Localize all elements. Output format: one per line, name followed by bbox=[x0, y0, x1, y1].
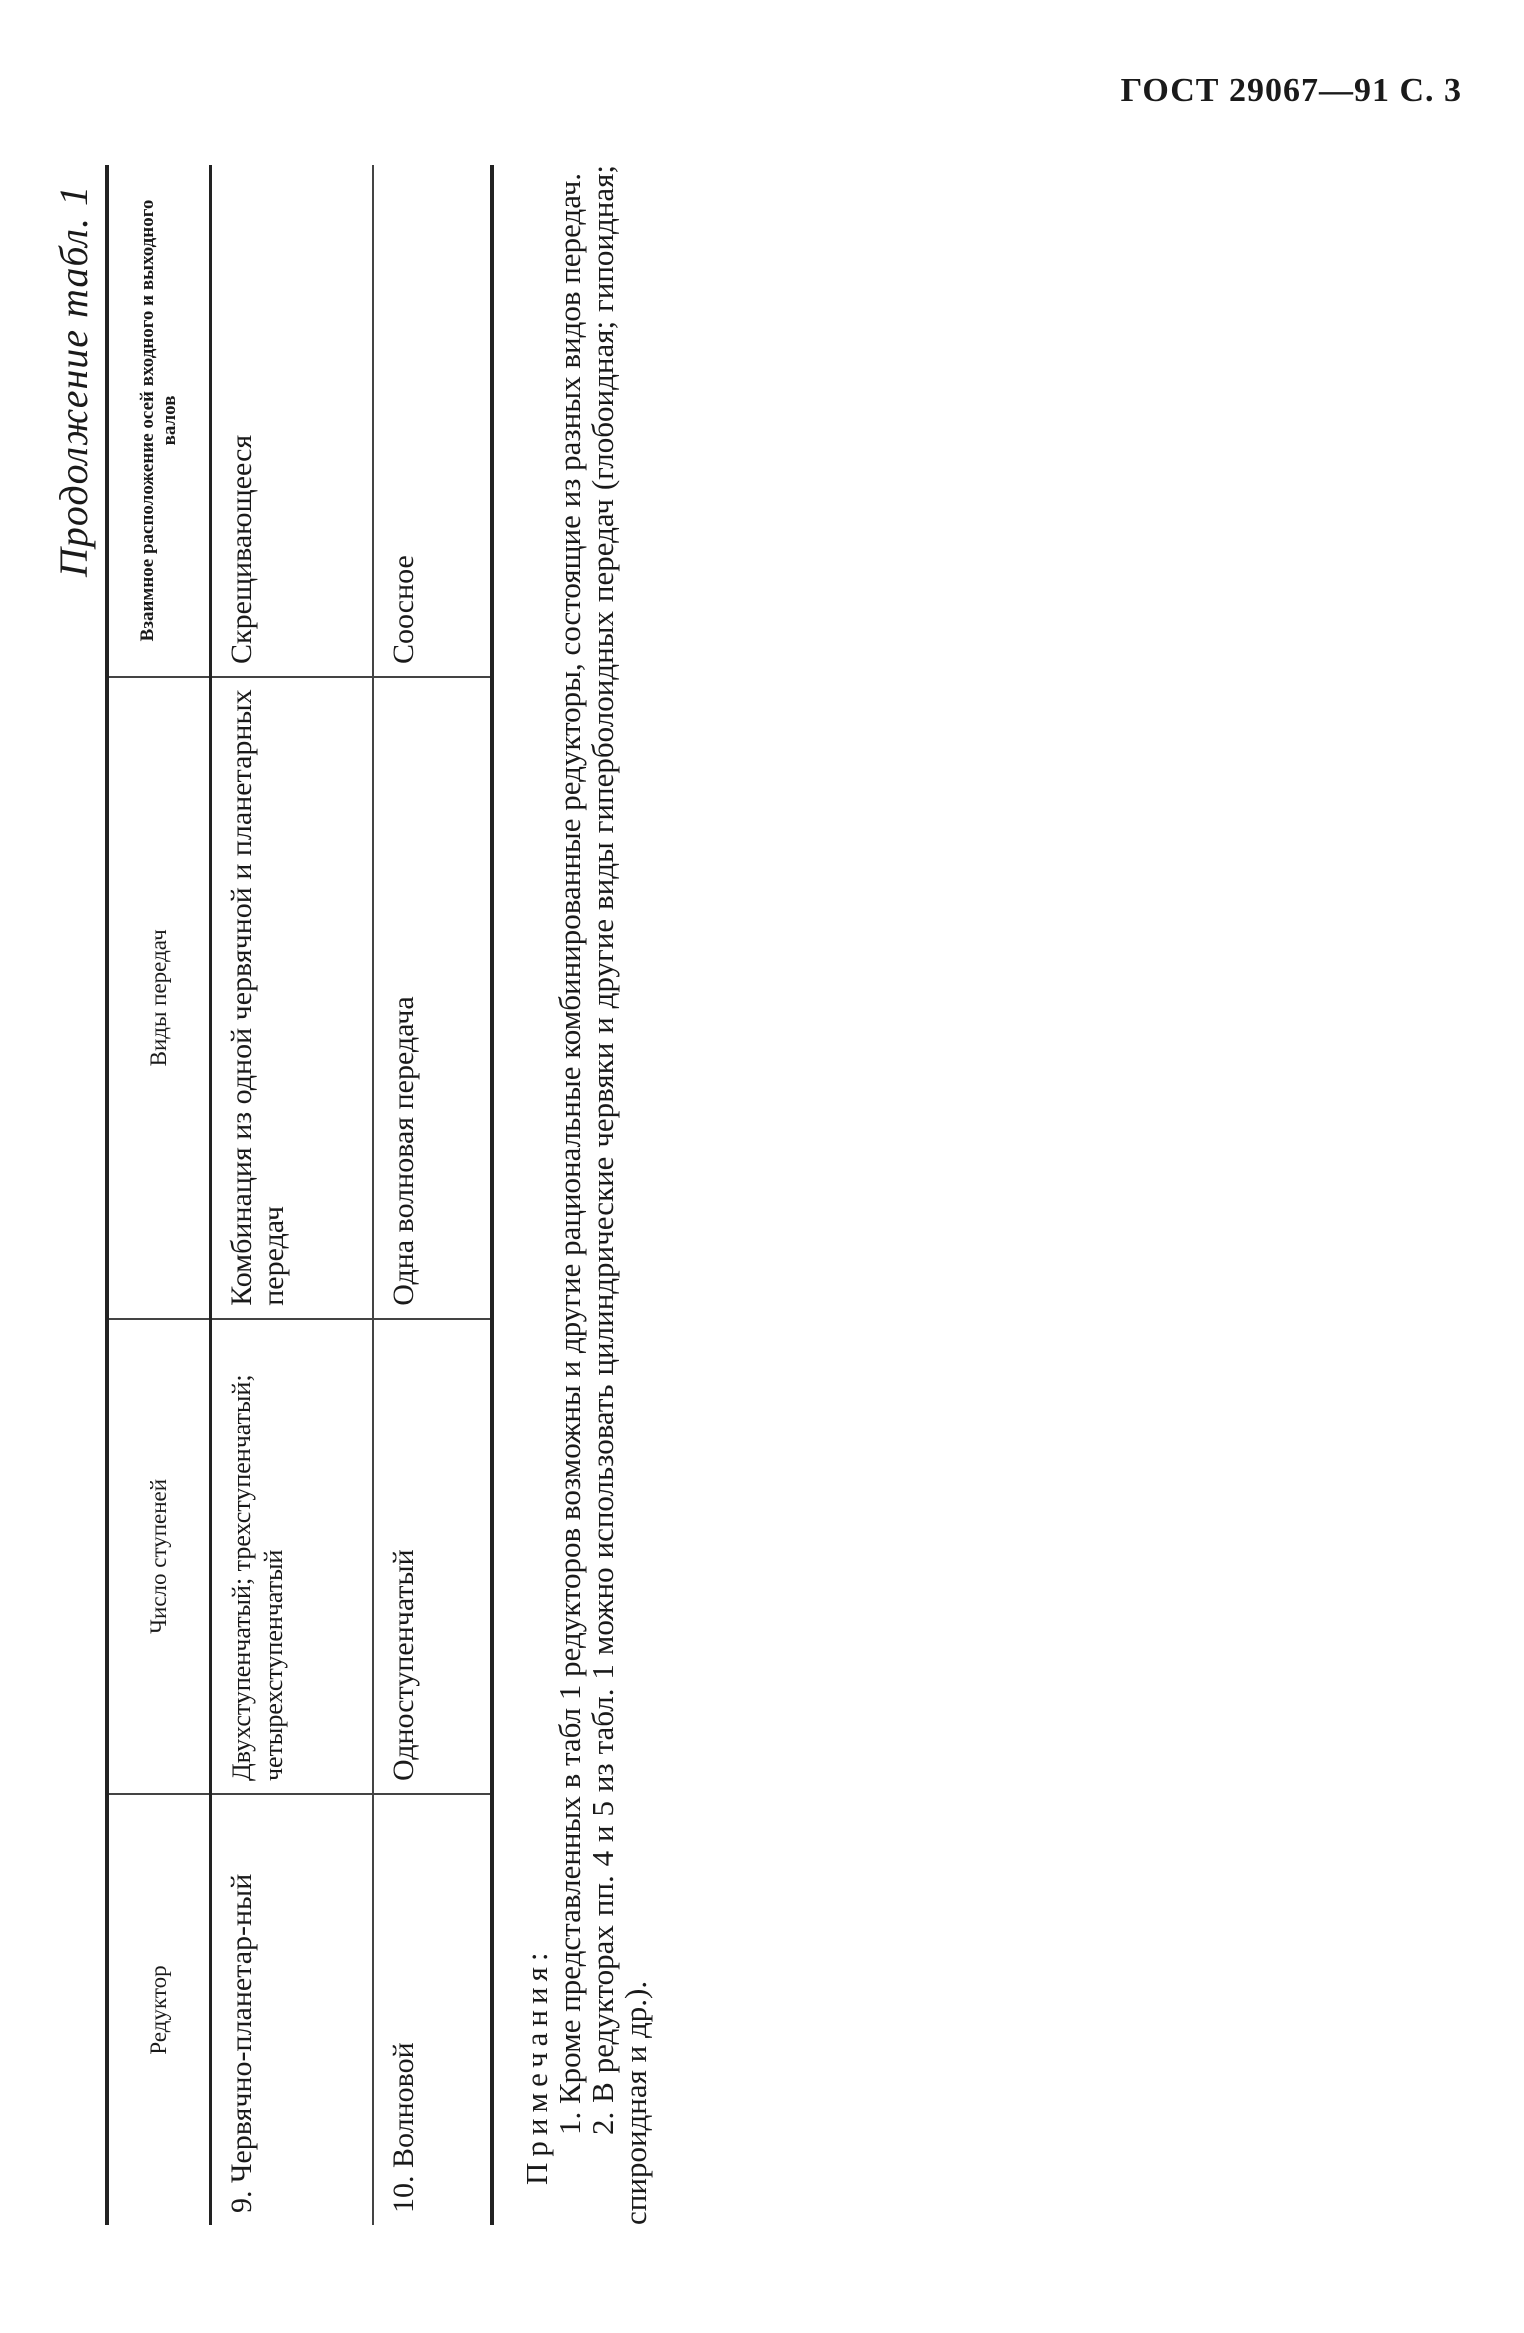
table-row bbox=[211, 165, 374, 2225]
note-item: 1. Кроме представленных в табл 1 редукторов возможны и другие рациональные комбинированные редукторы, состоящие из разных видов передач. bbox=[552, 172, 587, 2135]
header-reducer: Редуктор bbox=[107, 1794, 211, 2225]
header-stages: Число ступеней bbox=[107, 1319, 211, 1794]
table-row bbox=[373, 165, 492, 2225]
cell-stages: Одноступенчатый bbox=[373, 1319, 492, 1794]
cell-axes: Соосное bbox=[373, 165, 492, 677]
page-header: ГОСТ 29067—91 С. 3 bbox=[1120, 72, 1462, 109]
notes-title: Примечания: bbox=[519, 1946, 554, 2185]
cell-axes: Скрещивающееся bbox=[211, 165, 374, 677]
cell-reducer: 9. Червячно-планетар-ный bbox=[211, 1794, 374, 2225]
cell-stages: Двухступенчатый; трехступенчатый; четырехступенчатый bbox=[211, 1319, 374, 1794]
header-axes: Взаимное расположение осей входного и выходного валов bbox=[107, 165, 211, 677]
continuation-label: Продолжение табл. 1 bbox=[51, 185, 96, 578]
note-item: 2. В редукторах пп. 4 и 5 из табл. 1 можно использовать цилиндрические червяки и другие виды гиперболоидных передач (глобоидная; гипоидная; спироидная и др.). bbox=[585, 165, 653, 2225]
rotated-content bbox=[50, 165, 690, 2225]
cell-gear-types: Комбинация из одной червячной и планетарных передач bbox=[211, 677, 374, 1319]
cell-reducer: 10. Волновой bbox=[373, 1794, 492, 2225]
cell-gear-types: Одна волновая передача bbox=[373, 677, 492, 1319]
table-header-row bbox=[107, 165, 211, 2225]
header-gear-types: Виды передач bbox=[107, 677, 211, 1319]
notes-section bbox=[520, 165, 652, 2225]
gear-reducer-table bbox=[105, 165, 494, 2225]
